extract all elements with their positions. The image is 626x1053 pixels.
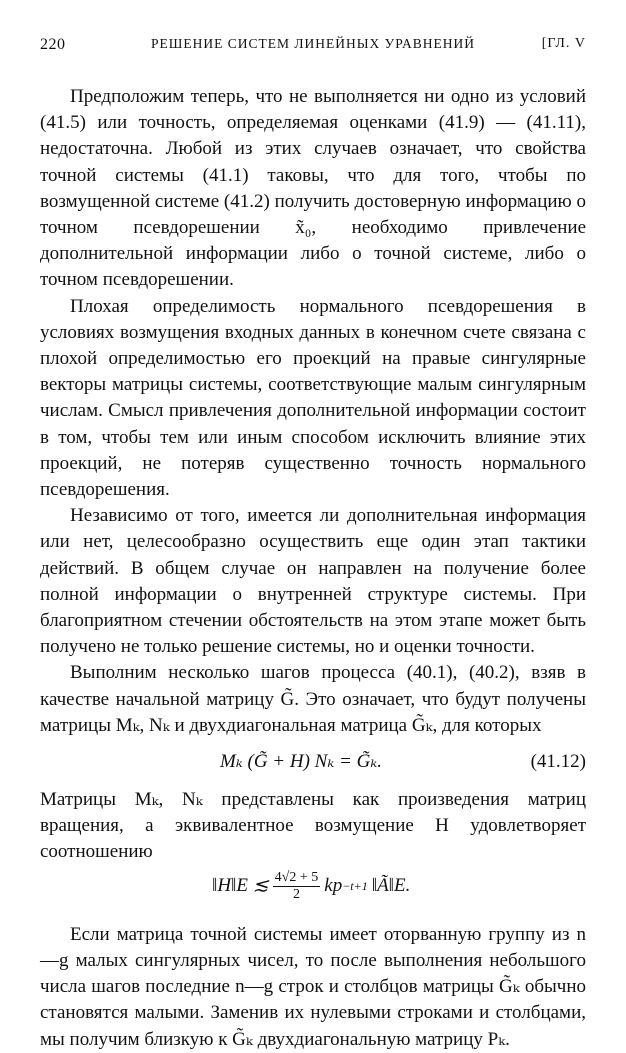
inequality-rhs-base: kp <box>324 875 343 897</box>
page-number: 220 <box>40 36 66 53</box>
inequality-lhs: ‖H‖E ≲ <box>212 875 269 897</box>
fraction-denominator: 2 <box>292 886 300 902</box>
equation-41-12-number: (41.12) <box>530 751 586 773</box>
paragraph-3: Независимо от того, имеется ли дополнительная информация или нет, целесообразно осуществить еще один этап тактики действий. В общем случае он направлен на получение более полной информации о внутренней структуре системы. При благоприятном стечении обстоятельств на этом этапе может быть получено не только решение системы, но и оценки точности. <box>40 505 586 658</box>
page-header <box>40 36 586 58</box>
inequality-fraction <box>273 870 321 903</box>
paragraph-4: Выполним несколько шагов процесса (40.1), (40.2), взяв в качестве начальной матрицу G̃. Это означает, что будут получены матрицы Mₖ, Nₖ и двухдиагональная матрица G̃ₖ, для которых <box>40 662 586 736</box>
chapter-label: [ГЛ. V <box>541 36 586 51</box>
paragraph-5: Матрицы Mₖ, Nₖ представлены как произведения матриц вращения, а эквивалентное возмущение H удовлетворяет соотношению <box>40 789 586 863</box>
paragraph-1: Предположим теперь, что не выполняется ни одно из условий (41.5) или точность, определяемая оценками (41.9) — (41.11), недостаточна. Любой из этих случаев означает, что свойства точной системы (41.1) таковы, что для того, чтобы по возмущенной системе (41.2) получить достоверную информацию о точном псевдорешении x̃₀, необходимо привлечение дополнительной информации либо о точной системе, либо о точном псевдорешении. <box>40 86 586 291</box>
equation-41-12-expression: Mₖ (G̃ + H) Nₖ = G̃ₖ. <box>220 751 383 773</box>
fraction-numerator: 4√2 + 5 <box>274 869 319 885</box>
inequality-rhs-tail: ‖Ã‖E. <box>371 875 411 897</box>
equation-41-12 <box>40 743 586 783</box>
paragraph-6: Если матрица точной системы имеет оторванную группу из n—g малых сингулярных чисел, то после выполнения небольшого числа шагов последние n—g строк и столбцов матрицы G̃ₖ обычно становятся малыми. Заменив их нулевыми строками и столбцами, мы получим близкую к G̃ₖ двухдиагональную матрицу Pₖ. <box>40 923 586 1050</box>
running-title: РЕШЕНИЕ СИСТЕМ ЛИНЕЙНЫХ УРАВНЕНИЙ <box>150 36 475 51</box>
inequality-rhs-exponent: −t+1 <box>342 879 368 894</box>
page-body <box>40 84 586 1053</box>
inequality-formula <box>40 866 586 912</box>
paragraph-2: Плохая определимость нормального псевдорешения в условиях возмущения входных данных в конечном счете связана с плохой определимостью его проекций на правые сингулярные векторы матрицы системы, соответствующие малым сингулярным числам. Смысл привлечения дополнительной информации состоит в том, чтобы тем или иным способом исключить влияние этих проекций, не потеряв существенно точность нормального псевдорешения. <box>40 295 586 501</box>
